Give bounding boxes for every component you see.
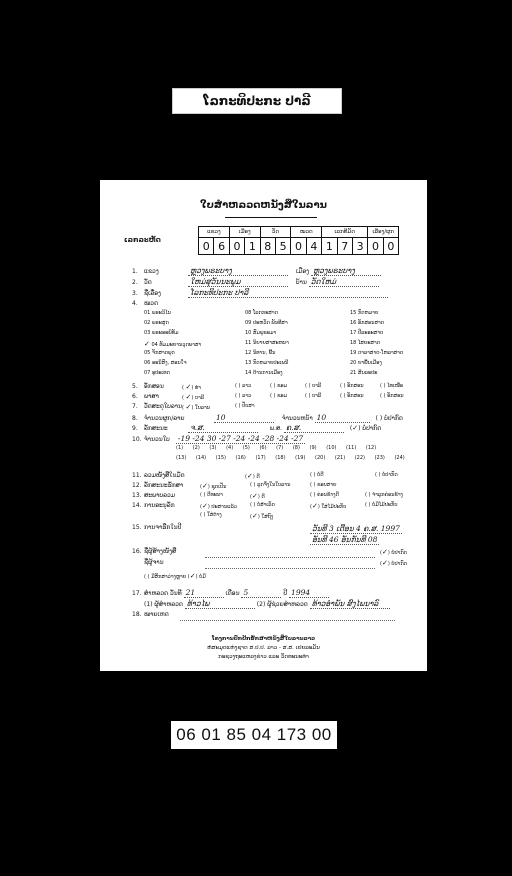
field-scribe — [144, 559, 164, 566]
field-label: ພ.ສ. — [269, 425, 283, 432]
leaf-count: (19) — [295, 455, 306, 461]
field-storage — [132, 482, 204, 489]
leaf-count: (1) — [176, 445, 184, 451]
conservation-opt: (✓) ໃສ່ໄມ້ປະກັບ — [310, 502, 347, 510]
language-opt-label: ອັກສອນ — [347, 393, 364, 399]
category-option: 13 ກົດຫມາຍປະເພນີ — [245, 360, 289, 366]
category-option: 01 ພຣະວິໄນ — [144, 310, 171, 316]
completeness-opt: (✓) ດີ — [245, 472, 260, 480]
copy-date — [310, 524, 402, 533]
field-value: ໂລກະທິປະກະ ປາລີ — [188, 288, 388, 298]
script-opt: ( ) ໄທເໜືອ — [380, 383, 404, 389]
field-surveyors — [144, 599, 390, 609]
field-number: 17. — [132, 590, 142, 597]
condition-opt-label: ດີທະນາ — [207, 492, 223, 498]
field-value: 10 — [315, 413, 370, 423]
conservation-opt-label: ໃສ່ຕໍາງ — [207, 512, 222, 518]
material-opt-label: ໃບລານ — [194, 405, 211, 411]
code-digit: 0 — [291, 238, 306, 255]
field-notes — [132, 611, 169, 618]
language-opt-label: ບາລີ — [312, 393, 322, 399]
leaf-count: (3) — [209, 445, 217, 451]
code-digit: 1 — [245, 238, 260, 255]
category-option: 11 ນິຍາຍສາສະຫນາ — [245, 340, 289, 346]
field-conservation — [132, 502, 204, 509]
field-value: ຄ.ສ. — [284, 423, 344, 433]
leaf-count: (4) — [226, 445, 234, 451]
field-label: ເມືອງ — [295, 268, 310, 275]
leaf-count: (18) — [275, 455, 286, 461]
field-number: 15. — [132, 524, 142, 531]
field-author — [132, 548, 204, 555]
leaf-count: (9) — [309, 445, 317, 451]
field-survey-date — [132, 588, 329, 598]
header-label: ໂລກະທິປະກະ ປາລີ — [172, 88, 342, 114]
field-number: 7. — [132, 403, 138, 410]
scribe-line — [205, 568, 375, 569]
field-label: ຊື່ຜູ້ຈານ — [144, 559, 164, 566]
category-option: 03 ພຣະອະພິທັມ — [144, 330, 179, 336]
field-script — [132, 383, 188, 390]
category-option: 15 ກົດຫມາຍ — [350, 310, 379, 316]
code-digit: 8 — [260, 238, 275, 255]
script-opt-label: ບາລີ — [312, 383, 322, 389]
field-number: 1. — [132, 268, 138, 275]
field-label: ໝວດ — [144, 300, 158, 307]
field-label: ປີ — [283, 590, 288, 597]
check-mark: ✓ — [201, 502, 208, 510]
leaf-count: (7) — [276, 445, 284, 451]
field-label: ໝາຍເຫດ — [144, 611, 169, 618]
field-number: 6. — [132, 393, 138, 400]
completeness-opt-label: ດີ — [256, 474, 260, 480]
field-material — [132, 403, 188, 410]
field-label: ເດືອນ — [225, 590, 240, 597]
field-tail: ( ) ບໍ່ປາກົດ — [375, 415, 403, 422]
storage-opt-label: ລູກຈຶ່ງໃນໃບລານ — [257, 482, 291, 488]
annotation-opt: ມີສັກສາວ່າງຫຼາຍ — [151, 574, 187, 580]
code-digit: 4 — [306, 238, 321, 255]
code-header: ແຂວງ — [199, 227, 230, 238]
code-digit: 5 — [275, 238, 290, 255]
check-mark: ✓ — [251, 492, 258, 500]
field-number: 2. — [132, 279, 138, 286]
leaf-count: (6) — [259, 445, 267, 451]
condition-opt-label: ຄ່ອນຂ້າງດີ — [317, 492, 339, 498]
language-opt-label: ບາລີ — [194, 395, 205, 401]
condition-opt: ( ) ດີທະນາ — [200, 492, 223, 498]
field-label: ຈຳນວນຜູກ/ລາຍ — [144, 415, 185, 422]
field-value: ວັດໃຫມ່ — [309, 277, 379, 287]
condition-opt-label: ດີ — [261, 494, 265, 500]
field-tail: (✓) ບໍ່ປາກົດ — [349, 424, 382, 432]
field-value: 10 — [214, 413, 274, 423]
script-opt: ( ) ລາວ — [235, 383, 252, 389]
field-copy-date — [132, 524, 204, 531]
footer-line: ຫໍສະມຸດແຫ່ງຊາດ ສ.ປ.ປ. ລາວ - ສ.ສ. ເຢຍລະມັນ — [207, 645, 320, 651]
footer-code-label: 06 01 85 04 173 00 — [171, 721, 337, 749]
language-opt-label: ຂອມ — [277, 393, 288, 399]
leaf-count: (12) — [365, 445, 377, 451]
field-label: ລັກສະນະຮັກສາ — [144, 482, 184, 489]
title-underline — [225, 217, 317, 218]
category-option: 02 ພຣະສູດ — [144, 320, 169, 326]
author-line — [205, 557, 375, 558]
code-digit: 6 — [214, 238, 229, 255]
field-number: 12. — [132, 482, 142, 489]
field-label: ຊື່ຜູ້ສ້າງໜັງສື — [144, 548, 177, 555]
check-mark: ✓ — [251, 512, 258, 520]
copy-date-value: ວັນທີ 3 ເດືອນ 4 ຄ.ສ. 1997 — [312, 524, 400, 533]
conservation-opt: ( ) ບໍ່ສຳເລັດ — [250, 502, 275, 508]
leaf-count-labels — [176, 455, 405, 461]
form-title: ໃບສຳຫລວດຫນັງສືໃນລານ — [200, 200, 327, 211]
copy-extra — [310, 535, 379, 544]
field-province — [132, 266, 381, 276]
field-label: ວັດສະດຸໃບລານ — [144, 403, 182, 410]
code-digit: 7 — [337, 238, 352, 255]
copy-extra-value: ອັນທີ 46 ອັນກັນທີ 08 — [312, 535, 378, 544]
script-opt-label: ທຳ — [194, 385, 201, 391]
category-option: 05 ຈັກສາດພຸດ — [144, 350, 175, 356]
field-bundles — [132, 413, 403, 423]
conservation-opt-label: ບໍ່ສຳເລັດ — [257, 502, 275, 508]
author-tail: (✓) ບໍ່ປາກົດ — [380, 548, 408, 556]
code-header: ວັດ — [260, 227, 291, 238]
field-completeness — [132, 472, 214, 479]
category-option: 09 ປະຫວັດ ພັນທີສາ — [245, 320, 288, 326]
author-tail-label: ບໍ່ປາກົດ — [391, 550, 408, 556]
condition-opt: ( ) ຈຳລູກຄ່ອນຂ້າງ — [365, 492, 403, 498]
category-option: 20 ຍາພື້ນເມືອງ — [350, 360, 382, 366]
category-option: 21 ສິນລະປະ — [350, 370, 378, 376]
leaf-count: (16) — [235, 455, 246, 461]
code-header: ເລກທີມັດ — [322, 227, 368, 238]
field-category — [132, 300, 188, 307]
annotation-opt: ບໍ່ມີ — [199, 574, 206, 580]
check-mark: ✓ — [144, 340, 150, 348]
leaf-count: (22) — [354, 455, 365, 461]
code-digit: 0 — [229, 238, 244, 255]
check-mark: ✓ — [246, 472, 253, 480]
field-number: 4. — [132, 300, 138, 307]
check-mark: ✓ — [201, 482, 208, 490]
leaf-count: (21) — [334, 455, 346, 461]
leaf-count-labels — [176, 445, 376, 451]
category-option: 16 ອັກສອນສາດ — [350, 320, 384, 326]
language-opt-label: ອັກສອນ — [387, 393, 404, 399]
code-header: ໝວດ — [291, 227, 322, 238]
script-opt: ( ) ບາລີ — [305, 383, 322, 389]
field-label: ສຳຫລວດ ວັນທີ — [144, 590, 182, 597]
field-label: ການຈາຮືກໃນປີ — [144, 524, 182, 531]
field-label: ລັກສະນະ — [144, 425, 168, 432]
script-opt-label: ລາວ — [242, 383, 252, 389]
conservation-opt: ( ) ບໍ່ມີໄມ້ປະກັບ — [365, 502, 398, 508]
field-value: 21 — [184, 588, 224, 598]
field-value: 1994 — [289, 588, 329, 598]
code-digit: 3 — [352, 238, 367, 255]
check-mark: ✓ — [185, 393, 192, 401]
code-header: ເລືອງ/ຜູກ — [368, 227, 399, 238]
field-number: 14. — [132, 502, 142, 509]
storage-opt-label: ຂອບສາຍ — [317, 482, 337, 488]
leaf-count: (8) — [292, 445, 300, 451]
completeness-opt: ( ) ບໍ່ດີ — [310, 472, 324, 478]
field-era — [132, 423, 381, 433]
script-opt: ( ) ອັກສອນ — [340, 383, 364, 389]
leaf-count: (5) — [242, 445, 250, 451]
field-value: ຫຼວງພຣະບາງ — [188, 266, 288, 276]
script-opt-label: ຂອມ — [277, 383, 288, 389]
code-label: ເລກລະຫັດ — [124, 236, 161, 244]
code-digit: 0 — [383, 238, 398, 255]
material-opt: ( ) ປັບສາ — [235, 403, 255, 409]
check-mark: ✓ — [352, 424, 359, 432]
language-opt: ( ✓) ບາລີ — [182, 393, 205, 401]
code-digit-row — [199, 238, 399, 255]
field-leaves — [132, 434, 305, 443]
scribe-tail-label: ບໍ່ປາກົດ — [391, 561, 408, 567]
language-opt: ( ) ອັກສອນ — [380, 393, 404, 399]
field-value: ໃຫມ່ສຸວັນນະພູມ — [188, 277, 288, 287]
category-option: 14 ດ້ານການເມືອງ — [245, 370, 283, 376]
field-number: 9. — [132, 425, 138, 432]
check-mark: ✓ — [311, 502, 318, 510]
field-label: ຈຳນວນຫນ້າ — [281, 415, 313, 422]
code-header: ເມືອງ — [229, 227, 260, 238]
script-opt-label: ໄທເໜືອ — [387, 383, 404, 389]
field-number: 10. — [132, 436, 142, 443]
code-digit: 0 — [368, 238, 383, 255]
notes-line — [180, 620, 395, 621]
category-option-label: 04 ທັມມະຍານວຸດພາສາ — [151, 342, 202, 348]
leaf-count: (2) — [192, 445, 200, 451]
field-label: ລວມໜັງສືໃນມັດ — [144, 472, 185, 479]
storage-opt: ( ) ຂອບສາຍ — [310, 482, 337, 488]
conservation-opt-label: ບໍ່ມີໄມ້ປະກັບ — [372, 502, 398, 508]
field-label: ການອະນຸລັກ — [144, 502, 175, 509]
category-option: 18 ໄສຍະສາດ — [350, 340, 381, 346]
field-temple — [132, 277, 379, 287]
storage-opt: ( ) ລູກຈຶ່ງໃນໃບລານ — [250, 482, 291, 488]
field-tail-label: ບໍ່ປາກົດ — [362, 425, 382, 432]
leaf-count: (15) — [215, 455, 226, 461]
completeness-opt-label: ບໍ່ດີ — [317, 472, 324, 478]
code-header-row — [199, 227, 399, 238]
category-option — [144, 340, 201, 348]
footer-line: ໂຄງການປົກປັກຮັກສາຫນັງສືໃບລານລາວ — [211, 636, 316, 642]
field-number: 5. — [132, 383, 138, 390]
language-opt-label: ລາວ — [242, 393, 252, 399]
conservation-opt-label: ໃສ່ຖົງ — [261, 514, 274, 520]
check-mark: ✓ — [189, 572, 196, 580]
leaf-count: (11) — [346, 445, 357, 451]
language-opt: ( ) ອັກສອນ — [340, 393, 364, 399]
field-value: ຈ.ສ. — [188, 423, 258, 433]
field-value: ທ້າວອຳພັນ ສົງໄພນາລົ — [310, 599, 390, 609]
field-number: 18. — [132, 611, 142, 618]
leaf-count: (24) — [394, 455, 405, 461]
storage-opt-label: ຊຸດເປັນ — [211, 484, 227, 490]
category-option: 17 ປືລະອະສາດ — [350, 330, 384, 336]
field-language — [132, 393, 188, 400]
field-label: ພາສາ — [144, 393, 159, 400]
leaf-count: (20) — [315, 455, 326, 461]
conservation-opt: ( ) ໃສ່ຕໍາງ — [200, 512, 222, 518]
check-mark: ✓ — [185, 403, 192, 411]
category-option: 08 ໂລກກະສາດ — [245, 310, 278, 316]
field-label: (1) ຜູ້ສຳຫລວດ — [144, 601, 183, 608]
field-annotation: ( ) ມີສັກສາວ່າງຫຼາຍ (✓) ບໍ່ມີ — [144, 572, 206, 580]
footer-line: ກະຊວງຖະແຫລງຂ່າວ ແລະ ວັດທະນະທຳ — [218, 654, 309, 660]
check-mark: ✓ — [381, 548, 388, 556]
category-option: 06 ອະນິສົງ, ສອນໃຈ — [144, 360, 187, 366]
condition-opt: (✓) ດີ — [250, 492, 265, 500]
language-opt: ( ) ຂອມ — [270, 393, 288, 399]
language-opt: ( ) ລາວ — [235, 393, 252, 399]
storage-opt: (✓) ຊຸດເປັນ — [200, 482, 227, 490]
field-label: ແຂວງ — [144, 268, 159, 275]
field-number: 3. — [132, 290, 138, 297]
field-value: ທ້າວໄພ — [185, 599, 255, 609]
scribe-tail: (✓) ບໍ່ປາກົດ — [380, 559, 408, 567]
field-label: ອັກສອນ — [144, 383, 164, 390]
check-mark: ✓ — [381, 559, 388, 567]
completeness-opt-label: ບໍ່ປາກົດ — [382, 472, 398, 478]
leaf-count: (10) — [326, 445, 337, 451]
field-number: 16. — [132, 548, 142, 555]
category-option: 10 ສົມພູຂະມາ — [245, 330, 277, 336]
check-mark: ✓ — [185, 383, 192, 391]
field-number: 13. — [132, 492, 142, 499]
category-option: 07 ອຸປະເທດ — [144, 370, 170, 376]
field-label: ຊື່ເລື່ອງ — [144, 290, 161, 297]
field-number: 11. — [132, 472, 142, 479]
field-label: ຈຳນວນໃບ — [144, 436, 170, 443]
language-opt: ( ) ບາລີ — [305, 393, 322, 399]
field-label: ວັດ — [144, 279, 152, 286]
leaf-count: (13) — [176, 455, 187, 461]
conservation-opt: (✓) ໃສ່ຖົງ — [250, 512, 274, 520]
field-condition — [132, 492, 204, 499]
condition-opt-label: ຈຳລູກຄ່ອນຂ້າງ — [372, 492, 403, 498]
category-option: 19 ດາລາສາດ-ໂຫລາສາດ — [350, 350, 404, 356]
material-opt: ( ✓) ໃບລານ — [182, 403, 211, 411]
field-title — [132, 288, 388, 298]
field-value: 5 — [241, 588, 281, 598]
completeness-opt: ( ) ບໍ່ປາກົດ — [375, 472, 398, 478]
material-opt-label: ປັບສາ — [242, 403, 255, 409]
conservation-opt-label: ໃສ່ໄມ້ປະກັບ — [321, 504, 347, 510]
condition-opt: ( ) ຄ່ອນຂ້າງດີ — [310, 492, 339, 498]
script-opt: ( ✓) ທຳ — [182, 383, 201, 391]
code-digit: 1 — [322, 238, 337, 255]
leaf-count: (14) — [195, 455, 207, 461]
conservation-opt-label: ປະສານແລ້ວ — [211, 504, 237, 510]
field-value: ຫຼວງພຣະບາງ — [311, 266, 381, 276]
code-digit: 0 — [199, 238, 214, 255]
script-opt-label: ອັກສອນ — [347, 383, 364, 389]
field-label: ສະພາບລວມ — [144, 492, 176, 499]
leaf-count: (23) — [374, 455, 385, 461]
category-option: 12 ນິທານ, ພື້ນ — [245, 350, 276, 356]
field-tail-label: ບໍ່ປາກົດ — [384, 415, 403, 422]
code-grid — [198, 226, 399, 255]
field-number: 8. — [132, 415, 138, 422]
leaf-count: (17) — [255, 455, 266, 461]
leaf-values: -19 -24 30 -27 -24 -24 -28 -24 -27 — [177, 434, 304, 443]
conservation-opt: (✓) ປະສານແລ້ວ — [200, 502, 237, 510]
field-label: ບ້ານ — [295, 279, 307, 286]
script-opt: ( ) ຂອມ — [270, 383, 288, 389]
survey-form-page — [100, 180, 427, 671]
field-label: (2) ຜູ້ຊ່ວຍສຳຫລວດ — [256, 601, 308, 608]
